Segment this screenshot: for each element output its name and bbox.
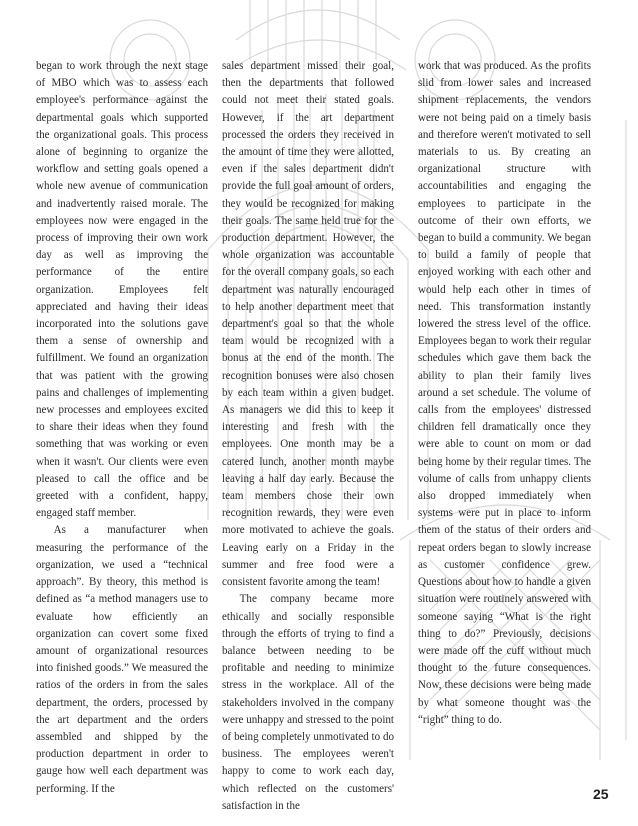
paragraph: began to work through the next stage of MBO which was to assess each employee's performance against the departmental goals which supported the organizational goals. This process alone of beginning to organize the workflow and setting goals opened a whole new avenue of communication and inadvertently raised morale. The employees now were engaged in the process of improving their own work day as well as improving the performance of the entire organization. Employees felt appreciated and having their ideas incorporated into the solutions gave them a sense of ownership and fulfillment. We found an organization that was patient with the growing pains and challenges of implementing new processes and employees excited to share their ideas when they found something that was working or even when it wasn't. Our clients were even pleased to call the office and be greeted with a confident, happy, engaged staff member. — [36, 60, 208, 520]
paragraph: The company became more ethically and socially responsible through the efforts of trying to find a balance between needing to be profitable and needing to minimize stress in the workplace. All of the stakeholders involved in the company were unhappy and stressed to the point of being completely unmotivated to do business. The employees weren't happy to come to work each day, which reflected on the customers' satisfaction in the — [222, 593, 394, 812]
text-column-1 — [36, 58, 208, 798]
paragraph: work that was produced. As the profits slid from lower sales and increased shipment replacements, the vendors were not being paid on a timely basis and therefore weren't motivated to sell materials to us. By creating an organizational structure with accountabilities and engaging the employees to participate in the outcome of their own efforts, we began to build a community. We began to build a family of people that enjoyed working with each other and would help each other in times of need. This transformation instantly lowered the stress level of the office. Employees began to work their regular schedules which gave them back the ability to plan their family lives around a set schedule. The volume of calls from the employees' distressed children fell dramatically once they were able to count on mom or dad being home by their regular times. The volume of calls from unhappy clients also dropped immediately when systems were put in place to inform them of the status of their orders and repeat orders began to slowly increase as customer confidence grew. Questions about how to handle a given situation were routinely answered with someone saying “What is the right thing to do?” Previously, decisions were made off the cuff without much thought to the future consequences. Now, these decisions were being made by what someone thought was the “right” thing to do. — [418, 60, 591, 726]
paragraph: sales department missed their goal, then the departments that followed could not meet their stated goals. However, if the art department processed the orders they received in the amount of time they were allotted, even if the sales department didn't provide the full goal amount of orders, they would be recognized for making their goals. The same held true for the production department. However, the whole organization was accountable for the overall company goals, so each department was naturally encouraged to help another department meet that department's goal so that the whole team would be recognized with a bonus at the end of the month. The recognition bonuses were also chosen by each team within a given budget. As managers we did this to keep it interesting and fresh with the employees. One month may be a catered lunch, another month maybe leaving a half day early. Because the team members chose their own recognition rewards, they were even more motivated to achieve the goals. Leaving early on a Friday in the summer and free food were a consistent favorite among the team! — [222, 60, 394, 589]
text-column-2 — [222, 58, 394, 815]
paragraph: As a manufacturer when measuring the performance of the organization, we used a “technical approach”. By theory, this method is defined as “a method managers use to evaluate how efficiently an organization can covert some fixed amount of organizational resources into finished goods.” We measured the ratios of the orders in from the sales department, the orders, processed by the art department and the orders assembled and shipped by the production department in order to gauge how well each department was performing. If the — [36, 524, 208, 795]
text-column-3 — [418, 58, 591, 729]
page-number: 25 — [593, 786, 609, 802]
